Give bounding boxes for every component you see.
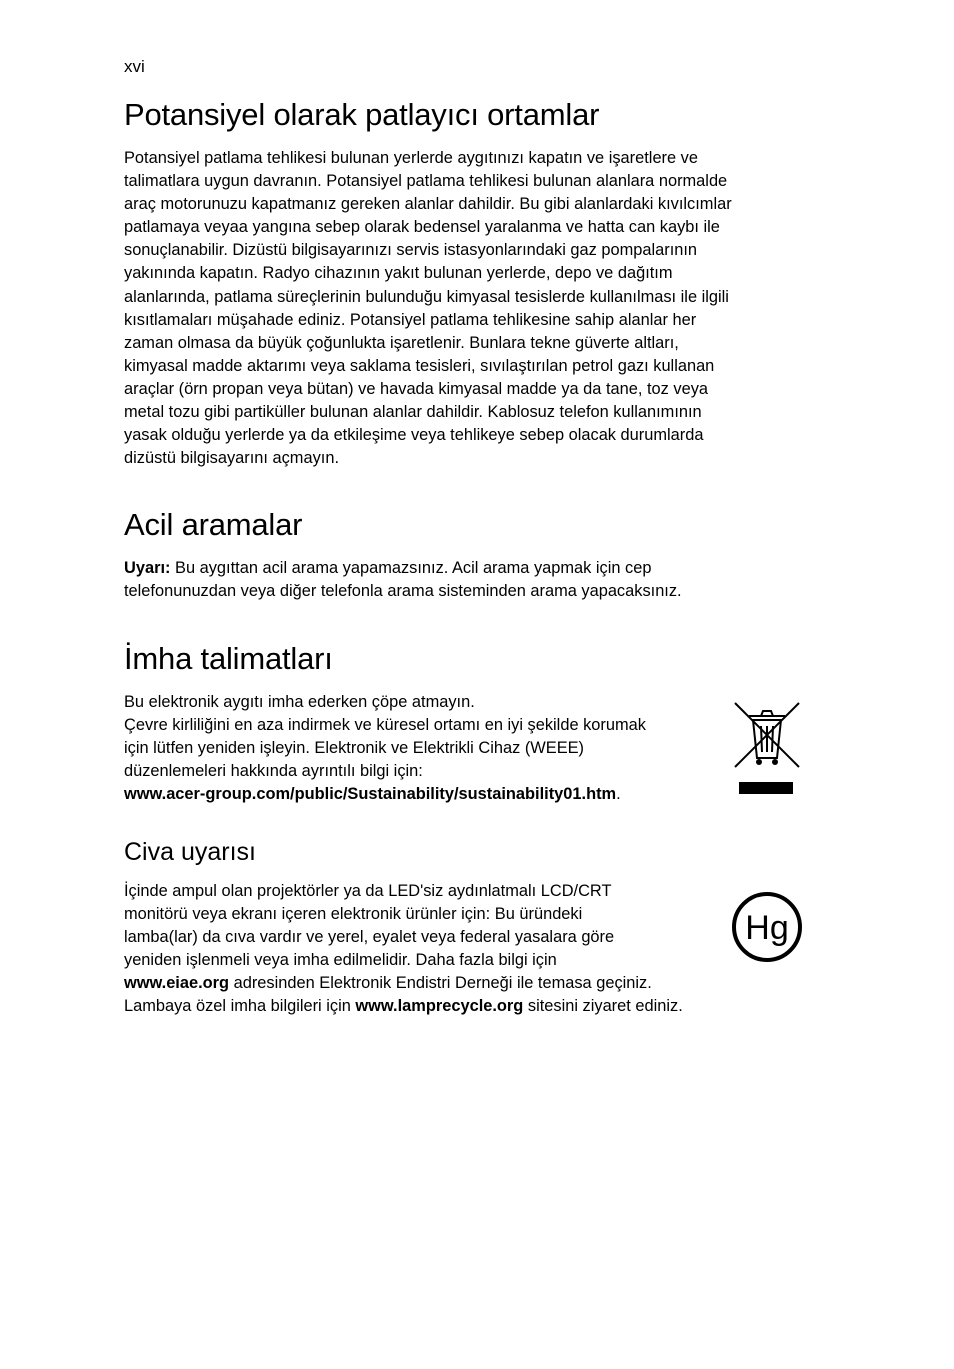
section-title-mercury: Civa uyarısı [124, 838, 256, 866]
emergency-line-1: Bu aygıttan acil arama yapamazsınız. Acil arama yapmak için cep [170, 559, 652, 577]
explosive-line: dizüstü bilgisayarını açmayın. [124, 449, 339, 468]
explosive-line: kısıtlamaları müşahade ediniz. Potansiyel patlama tehlikesine sahip alanlar her [124, 310, 697, 329]
mercury-line: monitörü veya ekranı içeren elektronik ürünler için: Bu üründeki [124, 905, 583, 924]
weee-crossed-bin-icon [733, 700, 801, 796]
weee-url-link[interactable]: www.acer-group.com/public/Sustainability/sustainability01.htm [124, 785, 617, 804]
mercury-line: İçinde ampul olan projektörler ya da LED'siz aydınlatmalı LCD/CRT [124, 882, 612, 900]
disposal-paragraph [124, 691, 646, 806]
eiae-link[interactable]: www.eiae.org [124, 974, 230, 993]
section-title-explosive: Potansiyel olarak patlayıcı ortamlar [124, 97, 600, 132]
lamp-suffix: sitesini ziyaret ediniz. [523, 997, 683, 1016]
hg-symbol-text: Hg [745, 909, 789, 947]
mercury-line: lamba(lar) da cıva vardır ve yerel, eyalet veya federal yasalara göre [124, 928, 615, 947]
warning-label: Uyarı: [124, 559, 171, 577]
explosive-line: sonuçlanabilir. Dizüstü bilgisayarınızı servis istasyonlarındaki gaz pompalarının [124, 241, 698, 260]
mercury-paragraph [124, 880, 683, 1019]
url-suffix: . [616, 785, 621, 804]
section-title-disposal: İmha talimatları [124, 641, 333, 676]
disposal-line: düzenlemeleri hakkında ayrıntılı bilgi için: [124, 762, 423, 781]
section-title-emergency: Acil aramalar [124, 507, 303, 542]
explosive-line: Potansiyel patlama tehlikesi bulunan yerlerde aygıtınızı kapatın ve işaretlere ve [124, 149, 698, 167]
explosive-line: metal tozu gibi partiküller bulunan alanlar dahildir. Kablosuz telefon kullanımının [124, 403, 702, 422]
lamprecycle-link[interactable]: www.lamprecycle.org [355, 997, 524, 1016]
explosive-line: yasak olduğu yerlerde ya da etkileşime veya tehlikeye sebep olacak durumlarda [124, 426, 704, 445]
explosive-line: yakınında kapatın. Radyo cihazının yakıt bulunan yerlerde, depo ve dağıtım [124, 264, 673, 283]
page-number: xvi [124, 57, 145, 76]
emergency-paragraph [124, 557, 682, 603]
eiae-rest: adresinden Elektronik Endistri Derneği ile temasa geçiniz. [229, 974, 652, 993]
mercury-line: yeniden işlenmeli veya imha edilmelidir. Daha fazla bilgi için [124, 951, 557, 970]
explosive-line: zaman olmasa da büyük çoğunlukta işaretlenir. Bunlara tekne güverte altları, [124, 333, 679, 352]
disposal-line: Bu elektronik aygıtı imha ederken çöpe atmayın. [124, 693, 475, 711]
emergency-line-2: telefonunuzdan veya diğer telefonla arama sisteminden arama yapacaksınız. [124, 582, 682, 601]
explosive-line: talimatlara uygun davranın. Potansiyel patlama tehlikesi bulunan alanlara normalde [124, 172, 728, 191]
explosive-line: araç motorunuzu kapatmanız gereken alanlar dahildir. Bu gibi alanlardaki kıvılcımlar [124, 195, 732, 214]
disposal-line: için lütfen yeniden işleyin. Elektronik ve Elektrikli Cihaz (WEEE) [124, 739, 585, 758]
explosive-paragraph [124, 147, 732, 470]
hg-mercury-icon [730, 890, 804, 964]
explosive-line: patlamaya veyaa yangına sebep olarak bedensel yaralanma ve hatta can kaybı ile [124, 218, 720, 237]
explosive-line: alanlarında, patlama süreçlerinin bulunduğu kimyasal tesislerde kullanılması ile ilgili [124, 287, 729, 306]
explosive-line: araçlar (örn propan veya bütan) ve havada kimyasal madde ya da tane, toz veya [124, 379, 709, 398]
explosive-line: kimyasal madde aktarımı veya saklama tesisleri, sıvılaştırılan petrol gazı kullanan [124, 356, 715, 375]
disposal-line: Çevre kirliliğini en aza indirmek ve küresel ortamı en iyi şekilde korumak [124, 716, 646, 735]
lamp-prefix: Lambaya özel imha bilgileri için [124, 997, 356, 1016]
